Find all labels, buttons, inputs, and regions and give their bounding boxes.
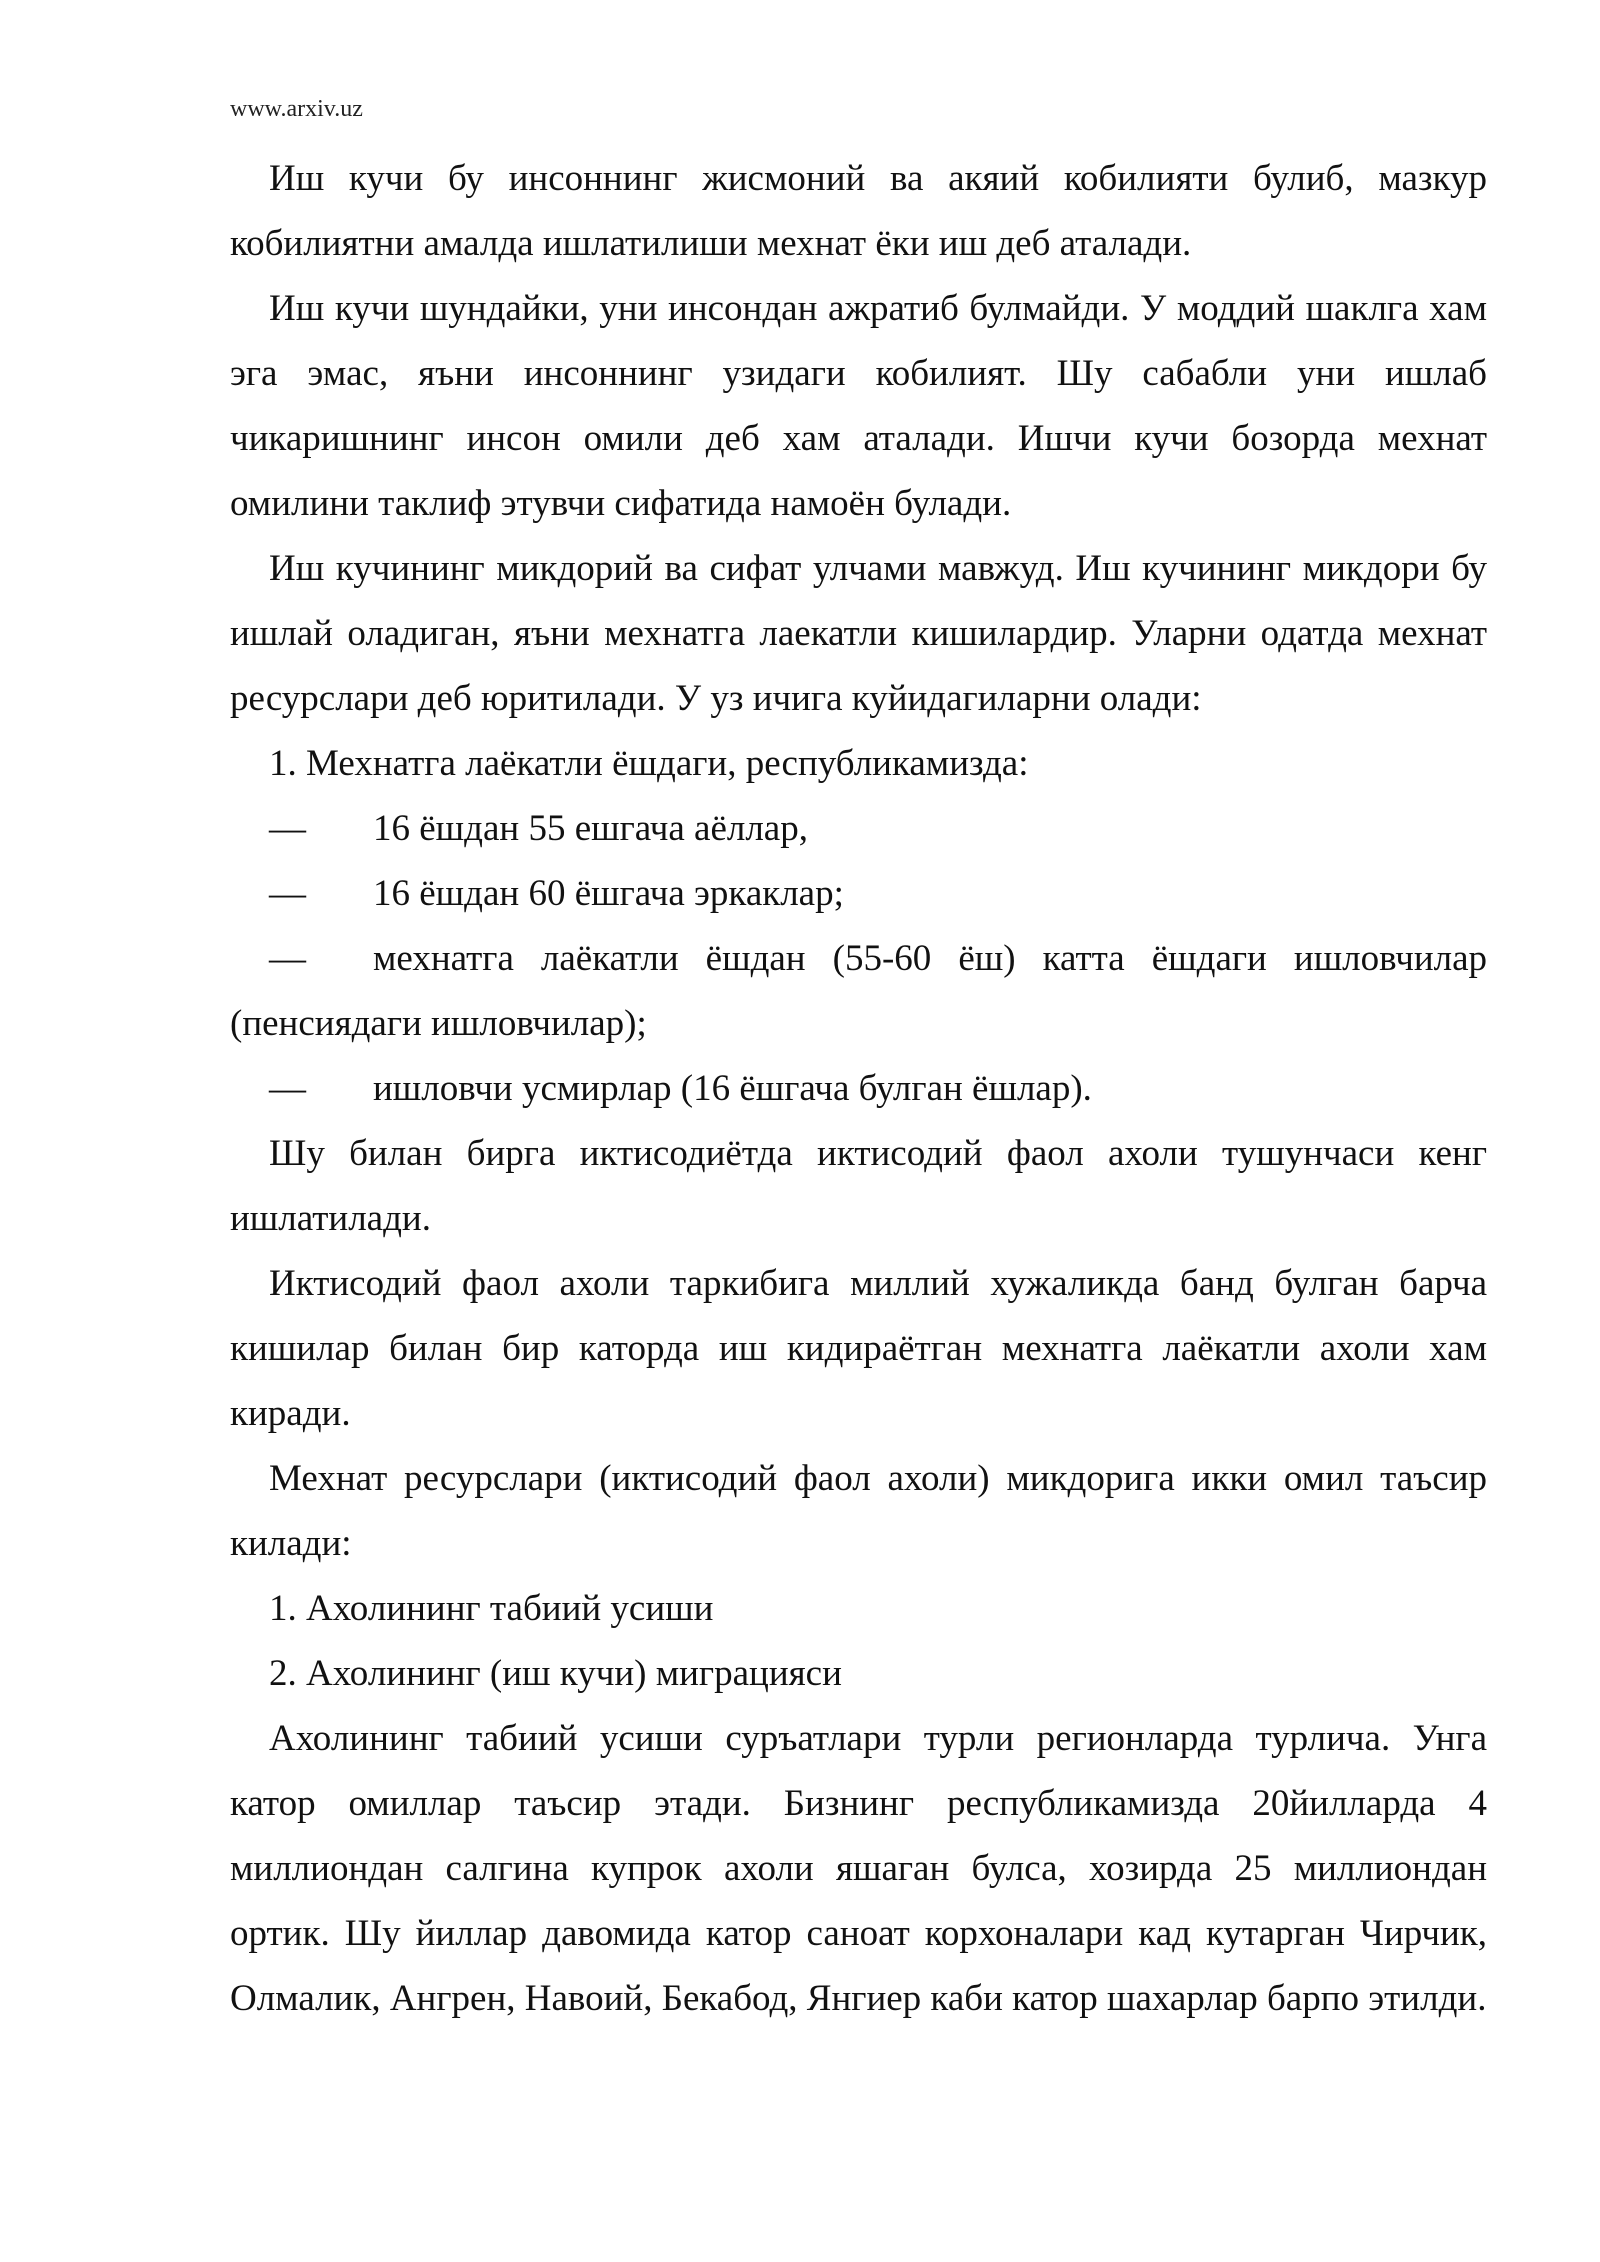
header-url: www.arxiv.uz xyxy=(230,96,363,122)
paragraph-3: Иш кучининг микдорий ва сифат улчами мавжуд. Иш кучининг микдори бу ишлай оладиган, яъни мехнатга лаекатли кишилардир. Уларни одатда мехнат ресурслари деб юритилади. У уз ичига куйидагиларни олади: xyxy=(230,548,1487,719)
paragraph-6: Иктисодий фаол ахоли таркибига миллий хужаликда банд булган барча кишилар билан бир каторда иш кидираётган мехнатга лаёкатли ахоли хам киради. xyxy=(230,1263,1487,1434)
numbered-item-natural-growth: 1. Ахолининг табиий усиши xyxy=(269,1588,714,1629)
dash-list-item-text: 16 ёшдан 55 ешгача аёллар, xyxy=(373,808,808,849)
dash-marker: — xyxy=(269,873,306,914)
paragraph-2: Иш кучи шундайки, уни инсондан ажратиб булмайди. У моддий шаклга хам эга эмас, яъни инсоннинг узидаги кобилият. Шу сабабли уни ишлаб чикаришнинг инсон омили деб хам аталади. Ишчи кучи бозорда мехнат омилини таклиф этувчи сифатида намоён булади. xyxy=(230,288,1487,524)
dash-list-item xyxy=(230,861,1487,926)
paragraph-7: Мехнат ресурслари (иктисодий фаол ахоли) микдорига икки омил таъсир килади: xyxy=(230,1458,1487,1564)
dash-list-item xyxy=(230,926,1487,1056)
dash-list-item xyxy=(230,1056,1487,1121)
numbered-item-migration: 2. Ахолининг (иш кучи) миграцияси xyxy=(269,1653,842,1694)
document-body xyxy=(230,146,1487,2031)
dash-marker: — xyxy=(269,938,306,979)
paragraph-1: Иш кучи бу инсоннинг жисмоний ва акяий кобилияти булиб, мазкур кобилиятни амалда ишлатилиши мехнат ёки иш деб аталади. xyxy=(230,158,1487,264)
numbered-item-1: 1. Мехнатга лаёкатли ёшдаги, республикамизда: xyxy=(269,743,1029,784)
dash-list-item-text: ишловчи усмирлар (16 ёшгача булган ёшлар). xyxy=(373,1068,1092,1109)
dash-list-item xyxy=(230,796,1487,861)
dash-marker: — xyxy=(269,808,306,849)
dash-list-item-text: 16 ёшдан 60 ёшгача эркаклар; xyxy=(373,873,844,914)
paragraph-8: Ахолининг табиий усиши суръатлари турли регионларда турлича. Унга катор омиллар таъсир этади. Бизнинг республикамизда 20йилларда 4 миллиондан салгина купрок ахоли яшаган булса, хозирда 25 миллиондан ортик. Шу йиллар давомида катор саноат корхоналари кад кутарган Чирчик, Олмалик, Ангрен, Навоий, Бекабод, Янгиер каби катор шахарлар барпо этилди. xyxy=(230,1718,1487,2019)
dash-list-item-text: мехнатга лаёкатли ёшдан (55-60 ёш) катта ёшдаги ишловчилар (пенсиядаги ишловчилар); xyxy=(230,938,1487,1044)
dash-marker: — xyxy=(269,1068,306,1109)
paragraph-5: Шу билан бирга иктисодиётда иктисодий фаол ахоли тушунчаси кенг ишлатилади. xyxy=(230,1133,1487,1239)
